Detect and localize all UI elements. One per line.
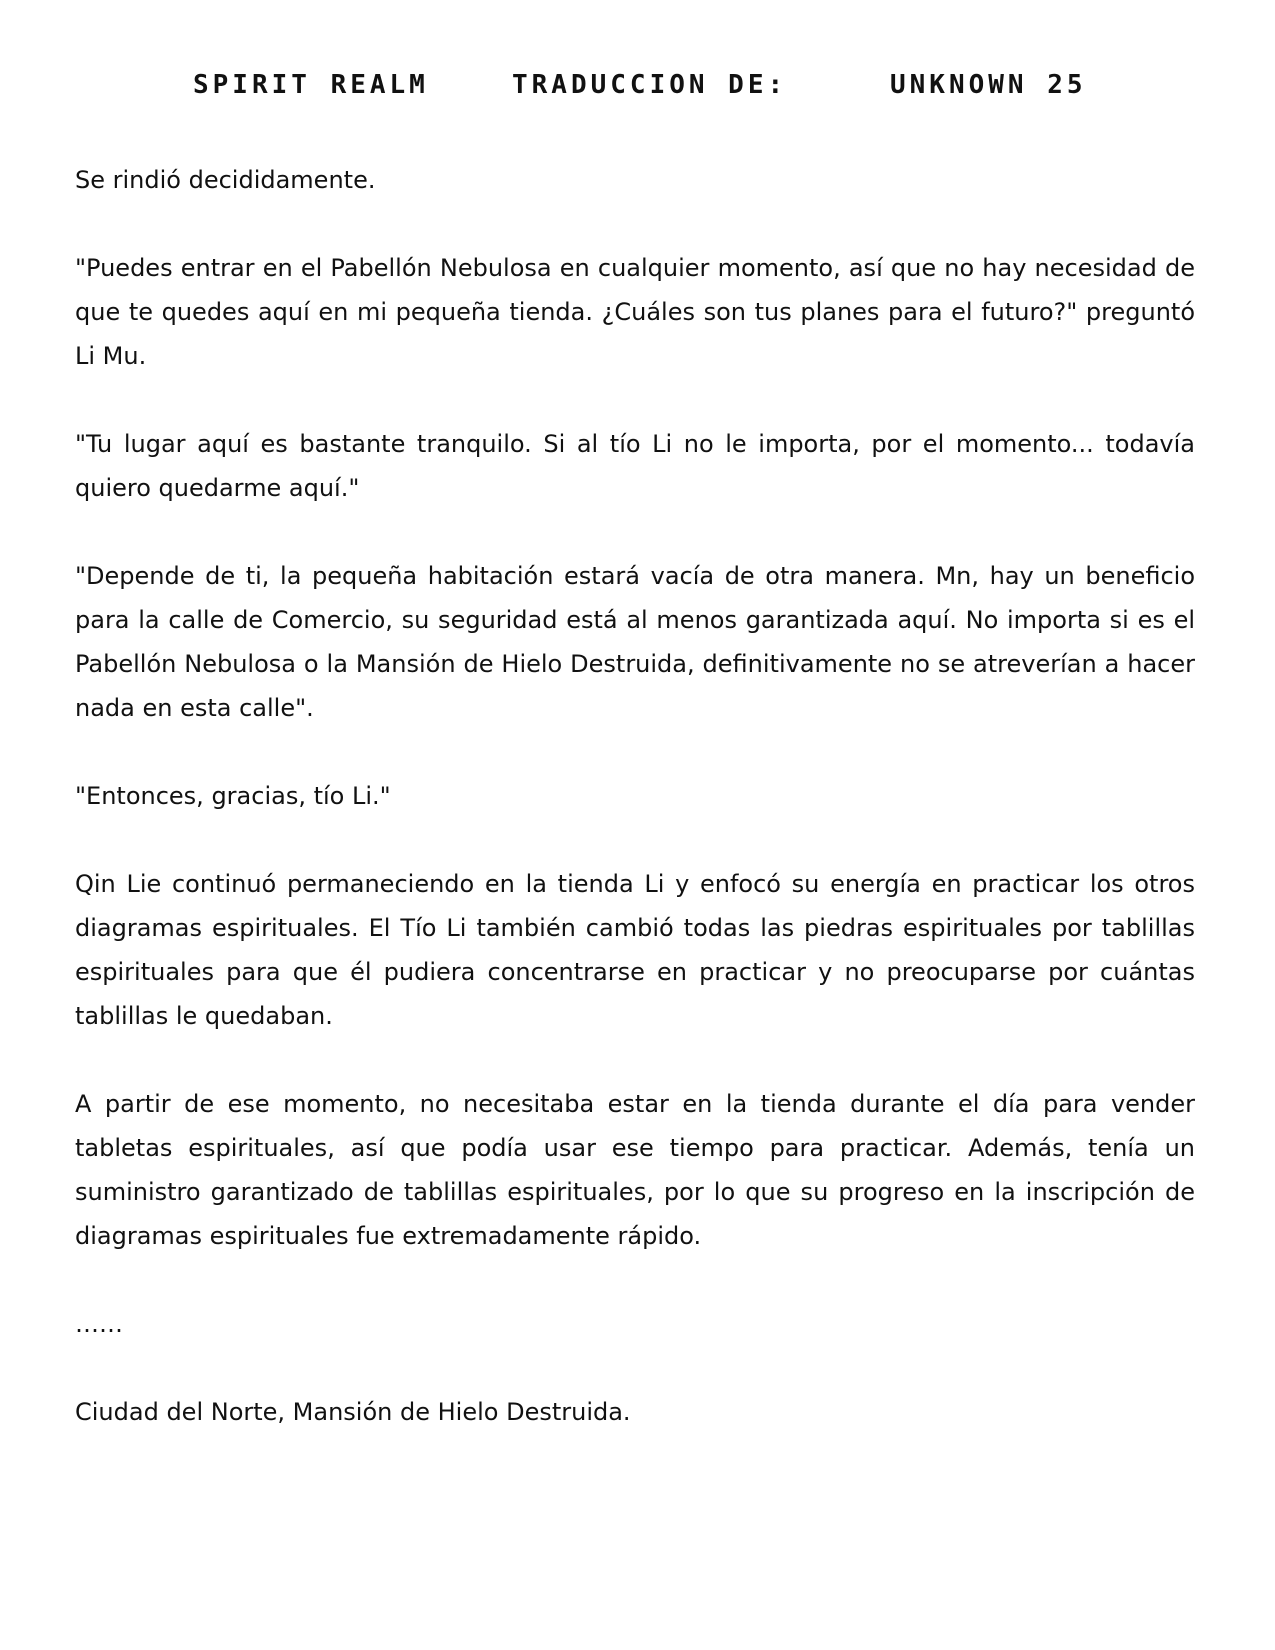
paragraph: A partir de ese momento, no necesitaba estar en la tienda durante el día para vender tabletas espirituales, así que podía usar ese tiempo para practicar. Además, tenía un suministro garantizado de tablillas espirituales, por lo que su progreso en la inscripción de diagramas espirituales fue extremadamente rápido.	[75, 1090, 1195, 1250]
paragraph: "Puedes entrar en el Pabellón Nebulosa en cualquier momento, así que no hay necesidad de que te quedes aquí en mi pequeña tienda. ¿Cuáles son tus planes para el futuro?" preguntó Li Mu.	[75, 254, 1195, 370]
paragraph: Ciudad del Norte, Mansión de Hielo Destruida.	[75, 1398, 631, 1426]
paragraph: "Depende de ti, la pequeña habitación estará vacía de otra manera. Mn, hay un beneficio para la calle de Comercio, su seguridad está al menos garantizada aquí. No importa si es el Pabellón Nebulosa o la Mansión de Hielo Destruida, definitivamente no se atreverían a hacer nada en esta calle".	[75, 562, 1195, 722]
page-header	[0, 70, 1275, 110]
header-translator-page: UNKNOWN 25	[890, 70, 1087, 100]
paragraph: Se rindió decididamente.	[75, 166, 376, 194]
paragraph: "Tu lugar aquí es bastante tranquilo. Si al tío Li no le importa, por el momento... todavía quiero quedarme aquí."	[75, 430, 1195, 502]
header-translation-label: TRADUCCION DE:	[512, 70, 788, 100]
document-body	[75, 158, 1195, 1434]
paragraph: Qin Lie continuó permaneciendo en la tienda Li y enfocó su energía en practicar los otros diagramas espirituales. El Tío Li también cambió todas las piedras espirituales por tablillas espirituales para que él pudiera concentrarse en practicar y no preocuparse por cuántas tablillas le quedaban.	[75, 870, 1195, 1030]
paragraph: "Entonces, gracias, tío Li."	[75, 782, 391, 810]
header-series-title: SPIRIT REALM	[193, 70, 429, 100]
scene-break: ……	[75, 1310, 123, 1338]
